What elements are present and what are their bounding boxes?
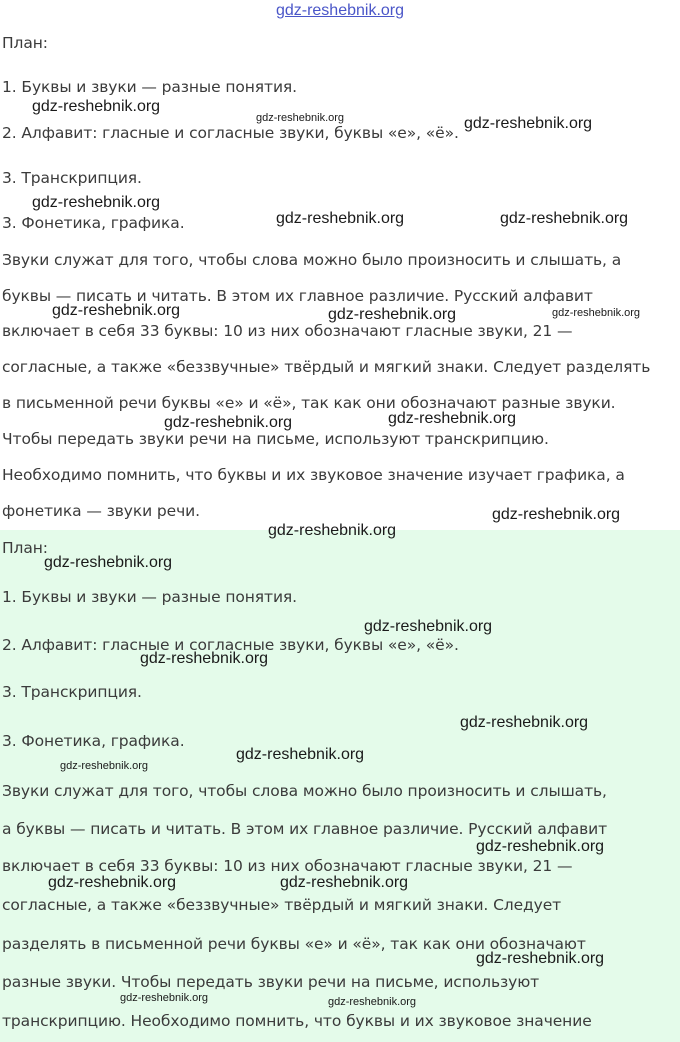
- watermark: gdz-reshebnik.org: [60, 760, 149, 772]
- watermark: gdz-reshebnik.org: [32, 98, 161, 115]
- body-line: транскрипцию. Необходимо помнить, что буквы и их звуковое значение: [2, 1012, 592, 1030]
- body-line: фонетика — звуки речи.: [2, 502, 200, 520]
- watermark: gdz-reshebnik.org: [476, 950, 605, 967]
- body-line: Чтобы передать звуки речи на письме, используют транскрипцию.: [2, 430, 549, 448]
- plan-heading: План:: [2, 34, 48, 52]
- body-line: а буквы — писать и читать. В этом их главное различие. Русский алфавит: [2, 820, 608, 838]
- watermark: gdz-reshebnik.org: [492, 506, 621, 523]
- watermark: gdz-reshebnik.org: [388, 410, 517, 427]
- watermark: gdz-reshebnik.org: [32, 194, 161, 211]
- plan-item: 1. Буквы и звуки — разные понятия.: [2, 588, 297, 606]
- watermark: gdz-reshebnik.org: [48, 874, 177, 891]
- watermark: gdz-reshebnik.org: [256, 112, 345, 124]
- watermark: gdz-reshebnik.org: [236, 746, 365, 763]
- watermark: gdz-reshebnik.org: [328, 306, 457, 323]
- watermark: gdz-reshebnik.org: [120, 992, 209, 1004]
- watermark: gdz-reshebnik.org: [276, 210, 405, 227]
- body-line: согласные, а также «беззвучные» твёрдый и мягкий знаки. Следует: [2, 896, 562, 914]
- watermark: gdz-reshebnik.org: [476, 838, 605, 855]
- watermark: gdz-reshebnik.org: [500, 210, 629, 227]
- watermark: gdz-reshebnik.org: [552, 307, 641, 319]
- watermark: gdz-reshebnik.org: [164, 414, 293, 431]
- watermark: gdz-reshebnik.org: [140, 650, 269, 667]
- body-line: в письменной речи буквы «е» и «ё», так как они обозначают разные звуки.: [2, 394, 616, 412]
- body-line: Необходимо помнить, что буквы и их звуковое значение изучает графика, а: [2, 466, 625, 484]
- watermark: gdz-reshebnik.org: [460, 714, 589, 731]
- plan-item: 3. Фонетика, графика.: [2, 732, 185, 750]
- body-line: разные звуки. Чтобы передать звуки речи на письме, используют: [2, 973, 540, 991]
- plan-item: 2. Алфавит: гласные и согласные звуки, буквы «е», «ё».: [2, 636, 459, 654]
- watermark: gdz-reshebnik.org: [464, 115, 593, 132]
- body-line: буквы — писать и читать. В этом их главное различие. Русский алфавит: [2, 287, 593, 305]
- body-line: Звуки служат для того, чтобы слова можно было произносить и слышать,: [2, 782, 607, 800]
- watermark: gdz-reshebnik.org: [280, 874, 409, 891]
- watermark: gdz-reshebnik.org: [268, 522, 397, 539]
- watermark: gdz-reshebnik.org: [328, 996, 417, 1008]
- body-line: разделять в письменной речи буквы «е» и «ё», так как они обозначают: [2, 935, 586, 953]
- plan-item: 2. Алфавит: гласные и согласные звуки, буквы «е», «ё».: [2, 124, 459, 142]
- body-line: Звуки служат для того, чтобы слова можно было произносить и слышать, а: [2, 251, 622, 269]
- plan-item: 1. Буквы и звуки — разные понятия.: [2, 78, 297, 96]
- plan-item: 3. Фонетика, графика.: [2, 214, 185, 232]
- watermark: gdz-reshebnik.org: [364, 618, 493, 635]
- plan-item: 3. Транскрипция.: [2, 169, 142, 187]
- body-line: согласные, а также «беззвучные» твёрдый и мягкий знаки. Следует разделять: [2, 358, 651, 376]
- watermark: gdz-reshebnik.org: [52, 302, 181, 319]
- plan-item: 3. Транскрипция.: [2, 683, 142, 701]
- body-line: включает в себя 33 буквы: 10 из них обозначают гласные звуки, 21 —: [2, 322, 573, 340]
- watermark: gdz-reshebnik.org: [44, 554, 173, 571]
- body-line: включает в себя 33 буквы: 10 из них обозначают гласные звуки, 21 —: [2, 857, 573, 875]
- site-header-link[interactable]: gdz-reshebnik.org: [275, 2, 405, 19]
- plan-heading: План:: [2, 539, 48, 557]
